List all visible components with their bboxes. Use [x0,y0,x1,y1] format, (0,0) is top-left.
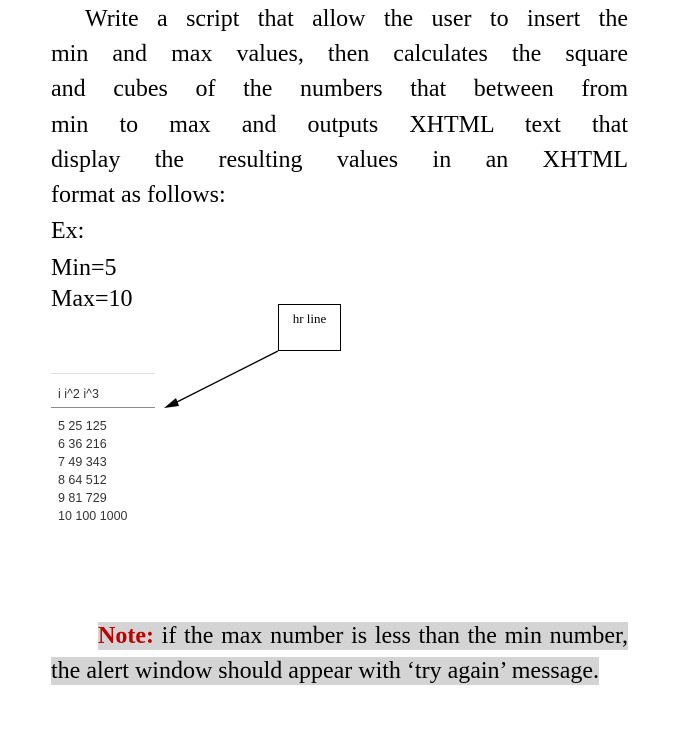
question-line-6: format as follows: [51,182,226,208]
note-text-3: with ‘try again’ message. [358,658,600,685]
question-line-3: and cubes of the numbers that between from [51,76,628,102]
note-label: Note: [98,623,154,649]
question-line-5: display the resulting values in an XHTML [51,147,628,173]
note-text-1: if the max number is less than the [153,623,497,649]
list-item: 6 36 216 [58,437,107,451]
question-line-1 [51,2,628,37]
hr-line-callout [278,304,341,351]
question-line-4: min to max and outputs XHTML text that [51,112,628,138]
example-label: Ex: [51,218,85,244]
arrowhead-icon [164,398,179,408]
note-paragraph [51,619,628,689]
note-text-2: min number, the alert window should appear [51,623,629,685]
example-max: Max=10 [51,286,133,312]
list-item: 8 64 512 [58,473,107,487]
note-highlight [51,622,628,685]
hr-line [51,407,155,408]
arrow-shaft [173,351,278,404]
table-header: i i^2 i^3 [58,387,99,401]
callout-label: hr line [292,311,327,326]
example-min: Min=5 [51,255,117,281]
list-item: 7 49 343 [58,455,107,469]
preview-top-border [51,373,155,374]
question-text: Write a script that allow the user to insert the [85,6,628,32]
question-line-2: min and max values, then calculates the square [51,41,628,67]
list-item: 5 25 125 [58,419,107,433]
list-item: 9 81 729 [58,491,107,505]
list-item: 10 100 1000 [58,509,128,523]
output-rows [58,417,128,525]
